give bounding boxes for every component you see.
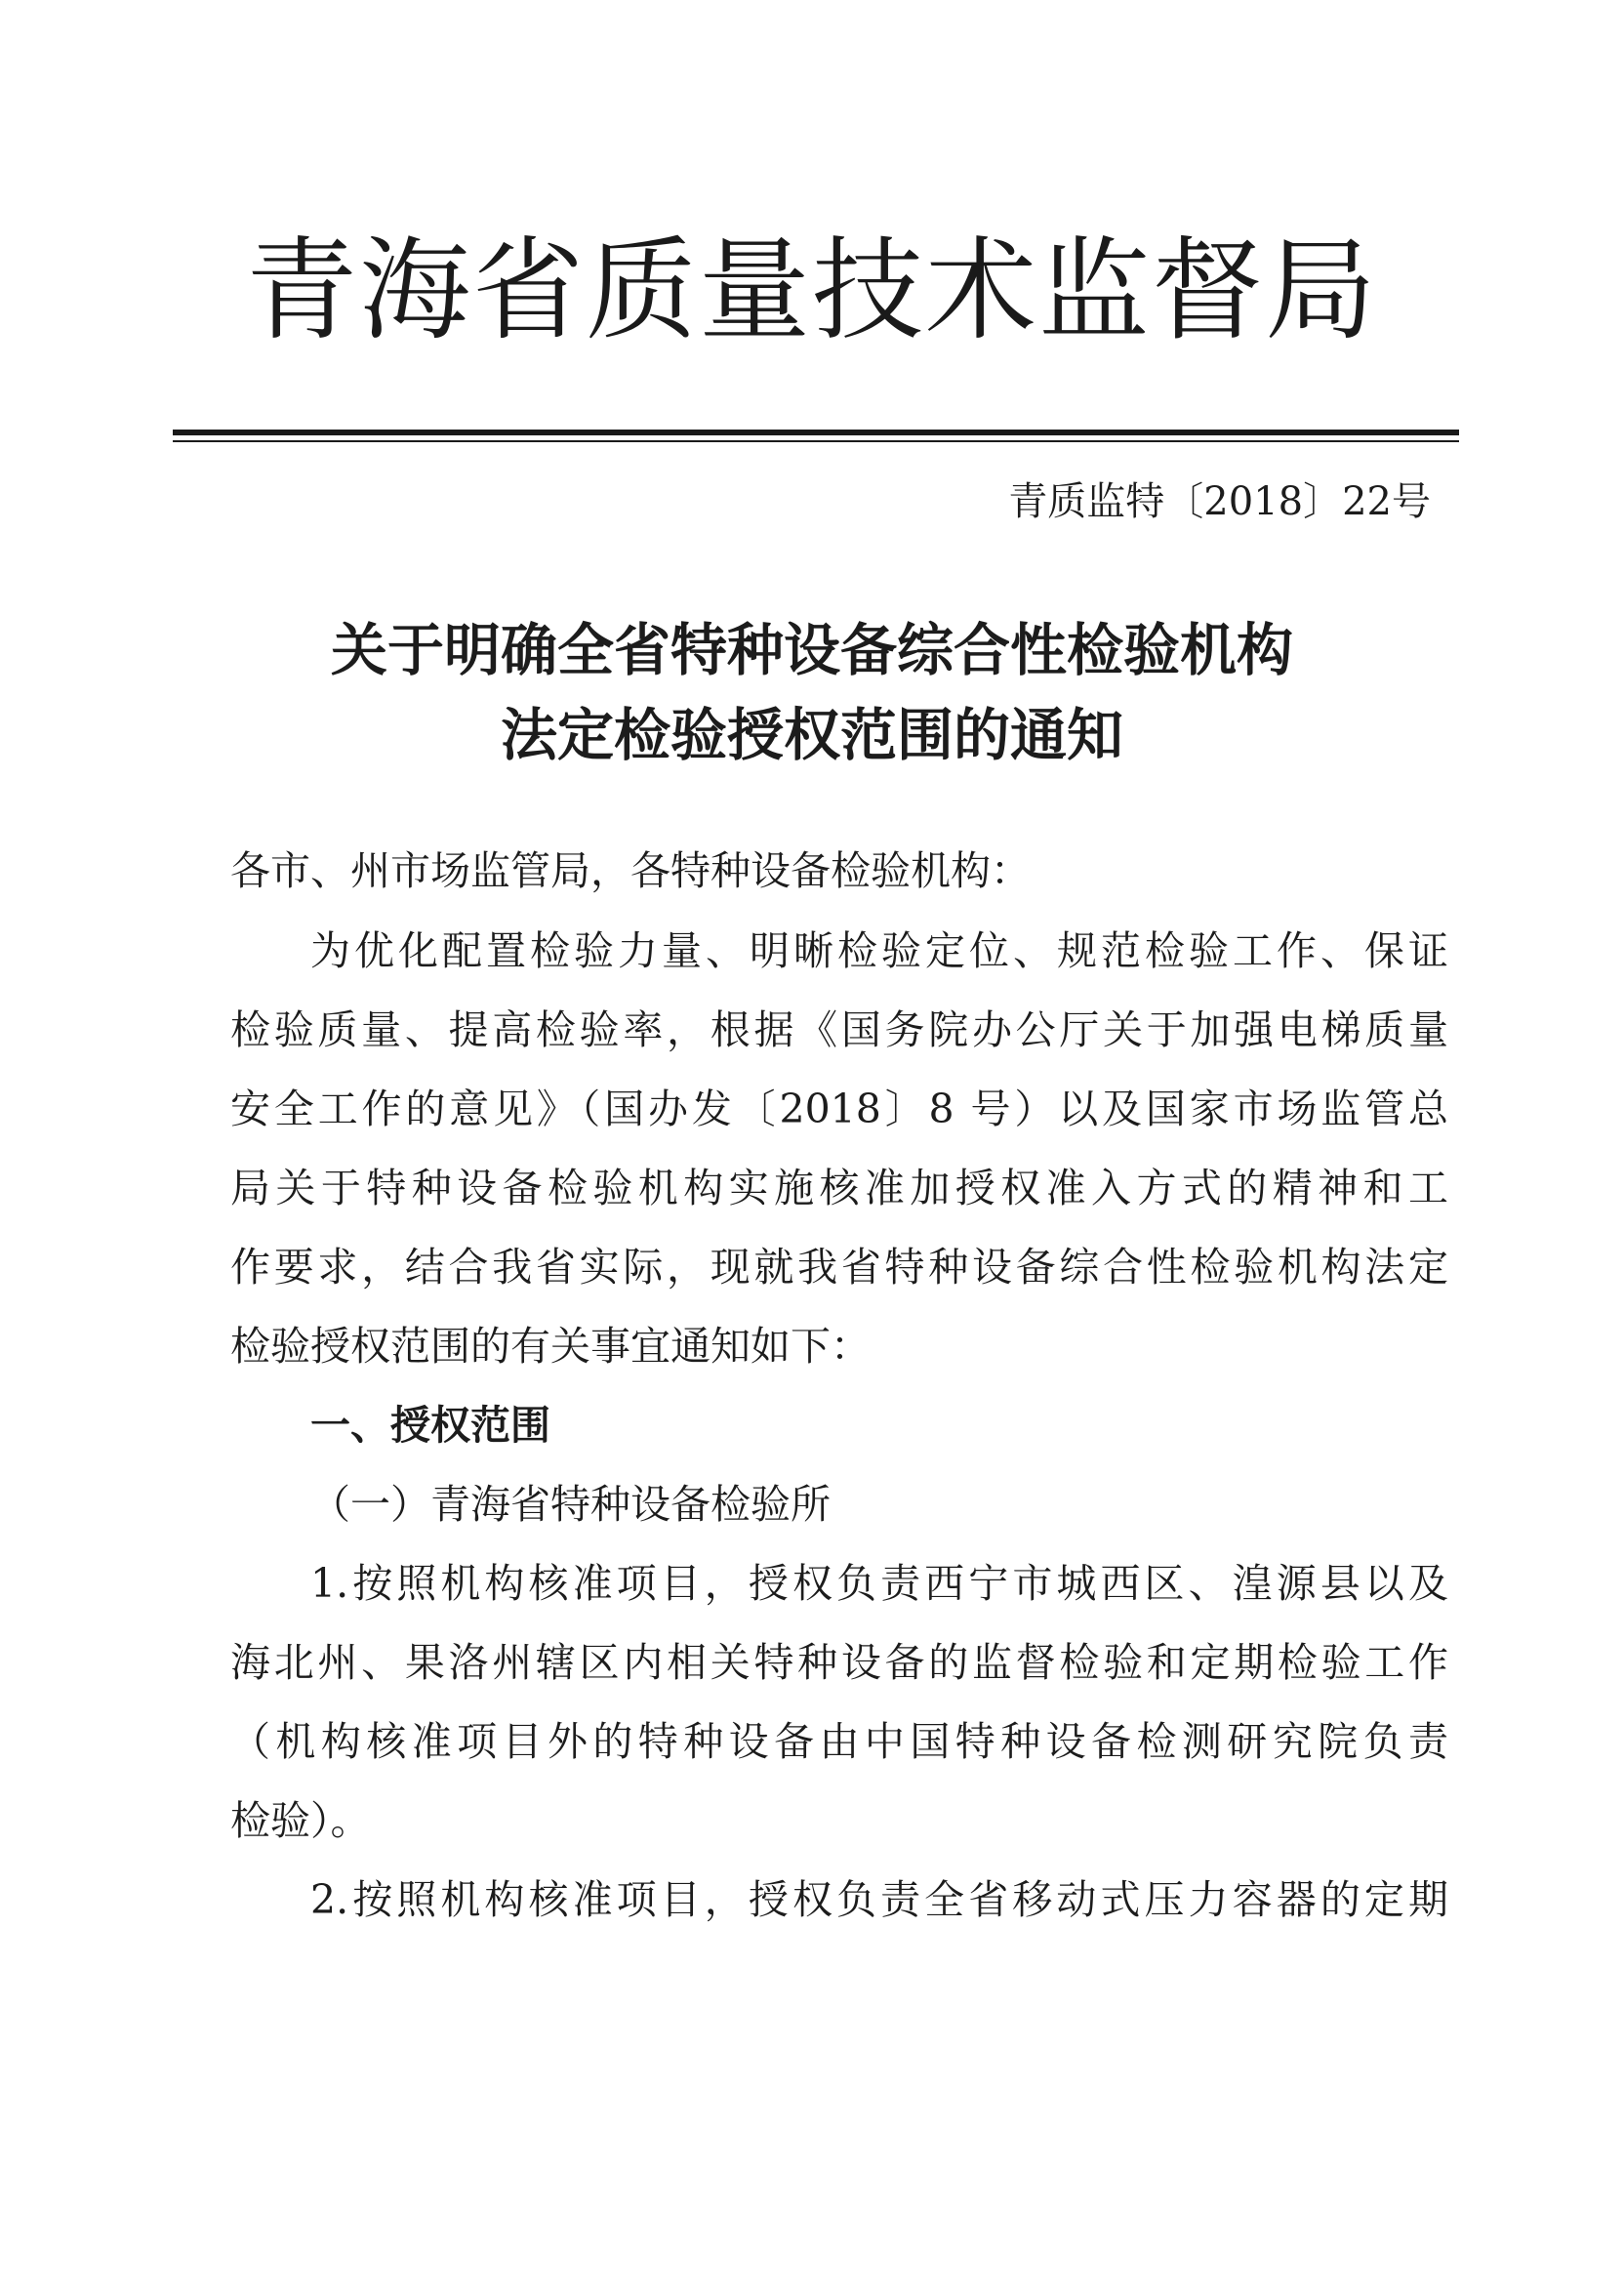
item-line: 检验）。	[230, 1797, 371, 1844]
subsection-heading: （一）青海省特种设备检验所	[310, 1481, 831, 1528]
document-title-line-2: 法定检验授权范围的通知	[500, 702, 1123, 768]
paragraph-line: 为优化配置检验力量、明晰检验定位、规范检验工作、保证	[310, 927, 1448, 974]
item-line: 海北州、果洛州辖区内相关特种设备的监督检验和定期检验工作	[230, 1639, 1448, 1686]
letterhead-rule-thick	[173, 430, 1459, 435]
paragraph-line: 局关于特种设备检验机构实施核准加授权准入方式的精神和工	[230, 1165, 1448, 1211]
salutation: 各市、州市场监管局，各特种设备检验机构：	[230, 847, 1031, 894]
paragraph-line: 检验授权范围的有关事宜通知如下：	[230, 1323, 871, 1370]
paragraph-line: 作要求，结合我省实际，现就我省特种设备综合性检验机构法定	[230, 1244, 1448, 1291]
item-line: （机构核准项目外的特种设备由中国特种设备检测研究院负责	[230, 1718, 1448, 1765]
item-line: 2.按照机构核准项目，授权负责全省移动式压力容器的定期	[310, 1876, 1448, 1923]
section-heading: 一、授权范围	[310, 1402, 550, 1449]
item-line: 1.按照机构核准项目，授权负责西宁市城西区、湟源县以及	[310, 1560, 1448, 1607]
document-number: 青质监特〔2018〕22号	[1008, 479, 1431, 524]
letterhead: 青海省质量技术监督局	[245, 226, 1378, 355]
paragraph-line: 检验质量、提高检验率，根据《国务院办公厅关于加强电梯质量	[230, 1006, 1448, 1053]
document-title-line-1: 关于明确全省特种设备综合性检验机构	[330, 617, 1293, 683]
letterhead-rule-thin	[173, 440, 1459, 442]
paragraph-line: 安全工作的意见》（国办发〔2018〕8 号）以及国家市场监管总	[230, 1086, 1448, 1132]
